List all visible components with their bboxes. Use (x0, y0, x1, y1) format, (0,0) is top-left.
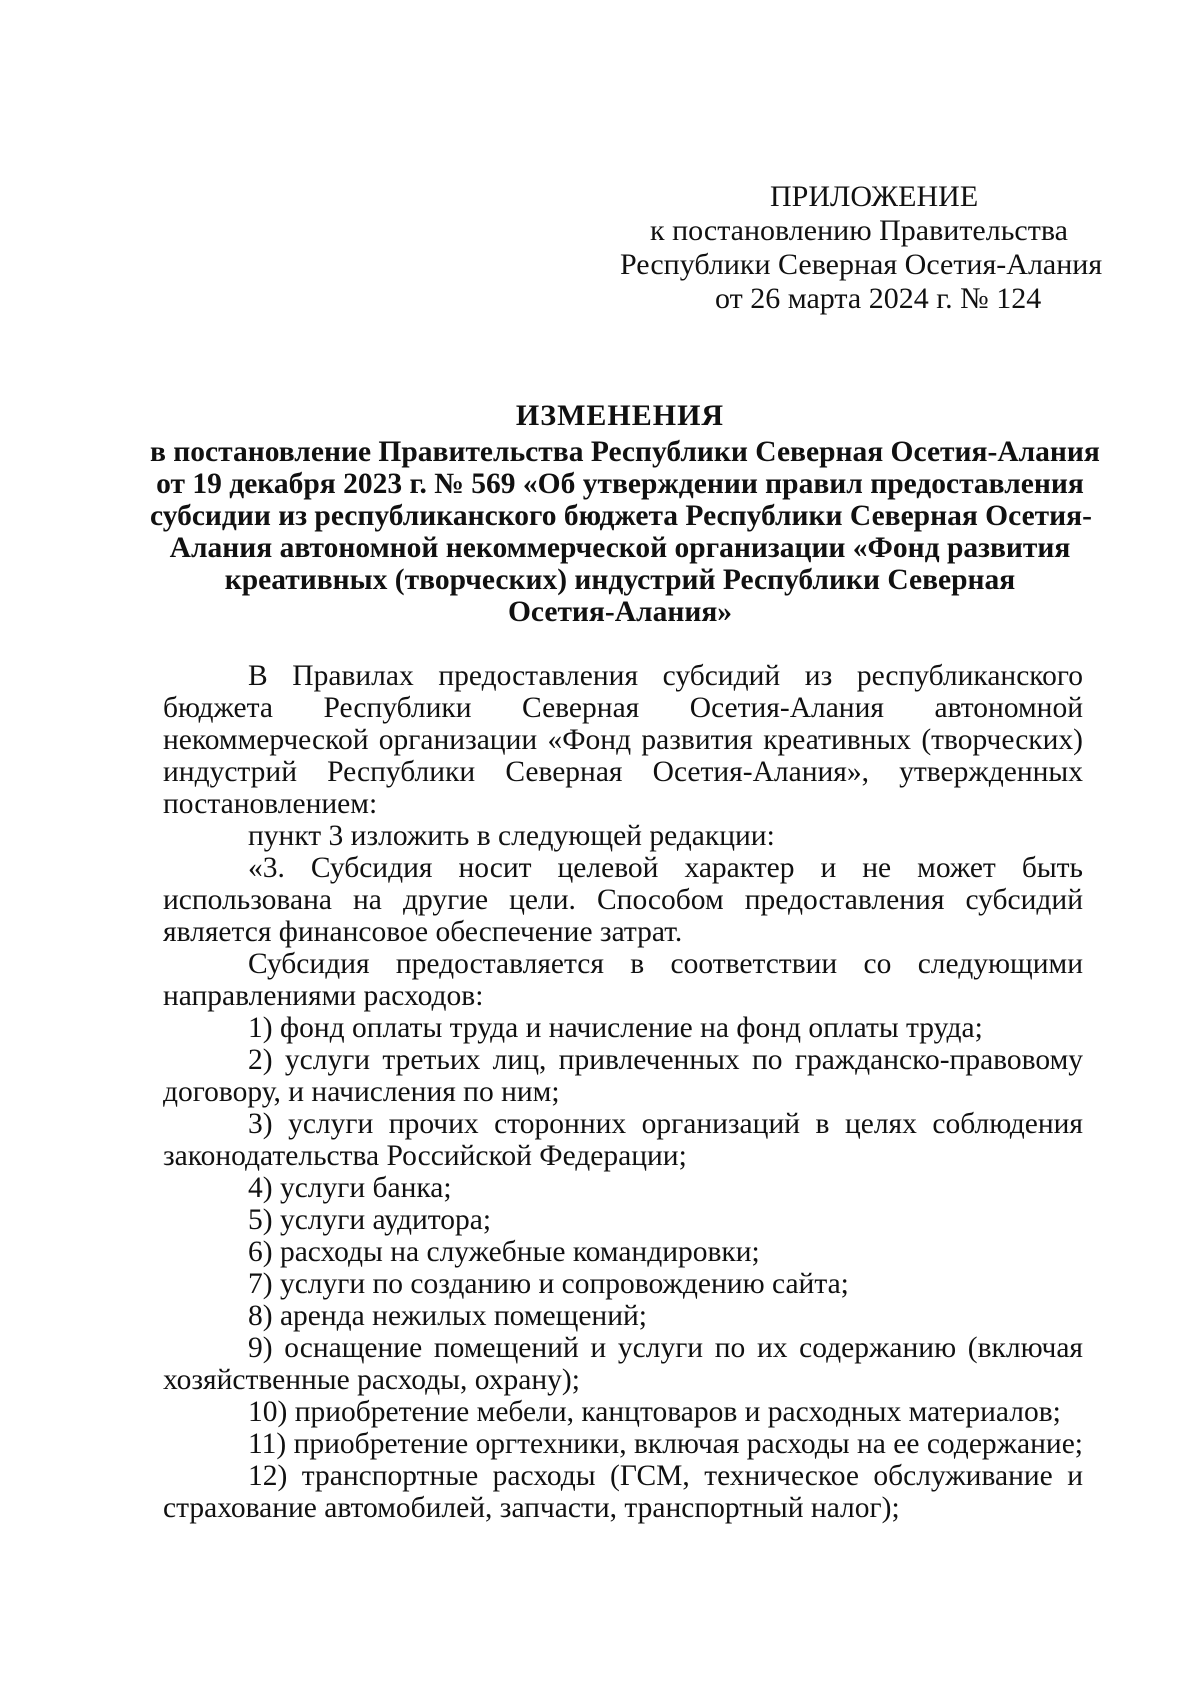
directions-paragraph: Субсидия предоставляется в соответствии со следующими направлениями расходов: (163, 948, 1083, 1012)
list-item: 4) услуги банка; (248, 1172, 452, 1204)
appendix-date-number: от 26 марта 2024 г. № 124 (715, 282, 1042, 315)
appendix-label: ПРИЛОЖЕНИЕ (770, 180, 979, 213)
title-line: в постановление Правительства Республики Северная Осетия-Алания (150, 436, 1100, 468)
document-body (163, 660, 1083, 1524)
title-line: от 19 декабря 2023 г. № 569 «Об утверждении правил предоставления (156, 468, 1084, 500)
list-item: 11) приобретение оргтехники, включая расходы на ее содержание; (248, 1428, 1084, 1460)
list-item: 10) приобретение мебели, канцтоваров и расходных материалов; (248, 1396, 1061, 1428)
title-line: креативных (творческих) индустрий Республики Северная (224, 564, 1016, 596)
list-item: 9) оснащение помещений и услуги по их содержанию (включая хозяйственные расходы, охрану); (163, 1332, 1083, 1396)
title-line: Осетия-Алания» (507, 596, 733, 628)
list-item: 1) фонд оплаты труда и начисление на фонд оплаты труда; (248, 1012, 983, 1044)
list-item: 7) услуги по созданию и сопровождению сайта; (248, 1268, 849, 1300)
document-title (150, 399, 1100, 628)
appendix-republic: Республики Северная Осетия-Алания (620, 248, 1103, 281)
intro-paragraph: В Правилах предоставления субсидий из республиканского бюджета Республики Северная Осетия-Алания автономной некоммерческой организации «Фонд развития креативных (творческих) индустрий Республики Северная Осетия-Алания», утвержденных постановлением: (163, 660, 1083, 820)
list-item: 3) услуги прочих сторонних организаций в целях соблюдения законодательства Российской Федерации; (163, 1108, 1083, 1172)
list-item: 5) услуги аудитора; (248, 1204, 492, 1236)
title-line: Алания автономной некоммерческой организации «Фонд развития (169, 532, 1071, 564)
list-item: 12) транспортные расходы (ГСМ, техническое обслуживание и страхование автомобилей, запчасти, транспортный налог); (163, 1460, 1083, 1524)
title-heading: ИЗМЕНЕНИЯ (515, 399, 725, 432)
appendix-reference: к постановлению Правительства (650, 214, 1068, 247)
appendix-header (600, 180, 1103, 316)
list-item: 8) аренда нежилых помещений; (248, 1300, 647, 1332)
title-line: субсидии из республиканского бюджета Республики Северная Осетия- (150, 500, 1092, 532)
list-item: 6) расходы на служебные командировки; (248, 1236, 760, 1268)
point-paragraph: пункт 3 изложить в следующей редакции: (248, 820, 775, 852)
list-item: 2) услуги третьих лиц, привлеченных по гражданско-правовому договору, и начисления по ним; (163, 1044, 1083, 1108)
quote-paragraph: «3. Субсидия носит целевой характер и не может быть использована на другие цели. Способом предоставления субсидий является финансовое обеспечение затрат. (163, 852, 1083, 948)
